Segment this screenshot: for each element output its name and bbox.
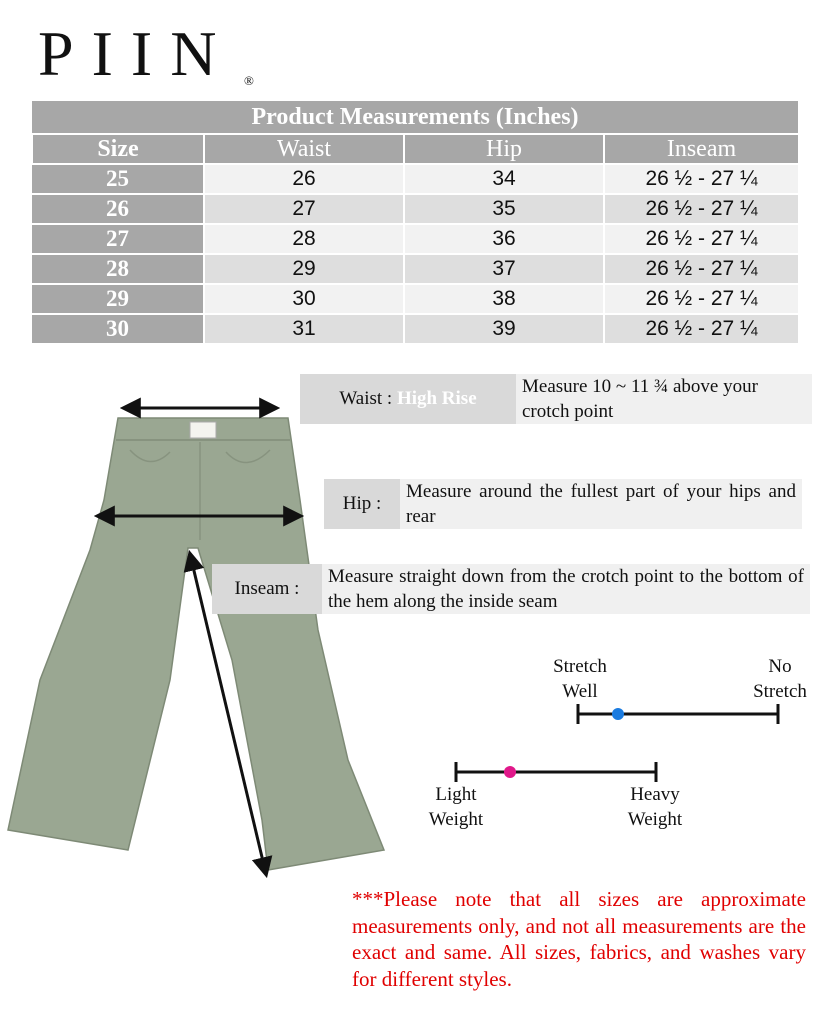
hip-label: Hip : xyxy=(324,479,400,529)
waist-label: Waist : xyxy=(339,388,393,409)
weight-left-label: Light Weight xyxy=(428,784,484,830)
stretch-scale xyxy=(570,700,786,728)
cell-inseam: 26 ½ - 27 ¼ xyxy=(604,224,798,254)
stretch-level-marker xyxy=(612,708,624,720)
table-row xyxy=(32,224,798,254)
cell-inseam: 26 ½ - 27 ¼ xyxy=(604,314,798,343)
table-header-row xyxy=(32,134,798,164)
stretch-left-label: Stretch Well xyxy=(553,656,607,702)
cell-size: 30 xyxy=(32,314,204,343)
cell-inseam: 26 ½ - 27 ¼ xyxy=(604,254,798,284)
waist-desc: Measure 10 ~ 11 ¾ above your crotch point xyxy=(516,374,812,424)
cell-inseam: 26 ½ - 27 ¼ xyxy=(604,194,798,224)
waist-guide xyxy=(300,374,812,424)
cell-waist: 28 xyxy=(204,224,404,254)
cell-hip: 38 xyxy=(404,284,604,314)
weight-right-label: Heavy Weight xyxy=(627,784,683,830)
cell-waist: 29 xyxy=(204,254,404,284)
table-title: Product Measurements (Inches) xyxy=(32,101,798,134)
high-rise-label: High Rise xyxy=(396,388,477,409)
table-row xyxy=(32,164,798,194)
hip-desc: Measure around the fullest part of your hips and rear xyxy=(400,479,802,529)
cell-size: 28 xyxy=(32,254,204,284)
cell-inseam: 26 ½ - 27 ¼ xyxy=(604,164,798,194)
hip-guide xyxy=(324,479,802,529)
jeans-illustration xyxy=(0,380,400,890)
size-chart-table xyxy=(31,101,798,343)
table-row xyxy=(32,284,798,314)
cell-hip: 37 xyxy=(404,254,604,284)
cell-size: 25 xyxy=(32,164,204,194)
inseam-label: Inseam : xyxy=(212,564,322,614)
cell-waist: 27 xyxy=(204,194,404,224)
cell-waist: 31 xyxy=(204,314,404,343)
cell-hip: 35 xyxy=(404,194,604,224)
registered-mark: ® xyxy=(244,73,254,88)
cell-waist: 30 xyxy=(204,284,404,314)
cell-waist: 26 xyxy=(204,164,404,194)
cell-hip: 36 xyxy=(404,224,604,254)
header-waist: Waist xyxy=(204,134,404,164)
cell-size: 27 xyxy=(32,224,204,254)
cell-size: 29 xyxy=(32,284,204,314)
brand-logo: PIIN ® xyxy=(38,18,254,89)
inseam-desc: Measure straight down from the crotch point to the bottom of the hem along the inside seam xyxy=(322,564,810,614)
cell-hip: 34 xyxy=(404,164,604,194)
header-hip: Hip xyxy=(404,134,604,164)
inseam-guide xyxy=(212,564,810,614)
header-size: Size xyxy=(32,134,204,164)
header-inseam: Inseam xyxy=(604,134,798,164)
stretch-right-label: No Stretch xyxy=(753,656,807,702)
table-row xyxy=(32,194,798,224)
cell-size: 26 xyxy=(32,194,204,224)
cell-hip: 39 xyxy=(404,314,604,343)
table-row xyxy=(32,314,798,343)
table-row xyxy=(32,254,798,284)
cell-inseam: 26 ½ - 27 ¼ xyxy=(604,284,798,314)
disclaimer-note: ***Please note that all sizes are approximate measurements only, and not all measurements are the exact and same. All sizes, fabrics, and washes vary for different styles. xyxy=(352,887,806,991)
waist-label-box xyxy=(300,374,516,424)
weight-level-marker xyxy=(504,766,516,778)
